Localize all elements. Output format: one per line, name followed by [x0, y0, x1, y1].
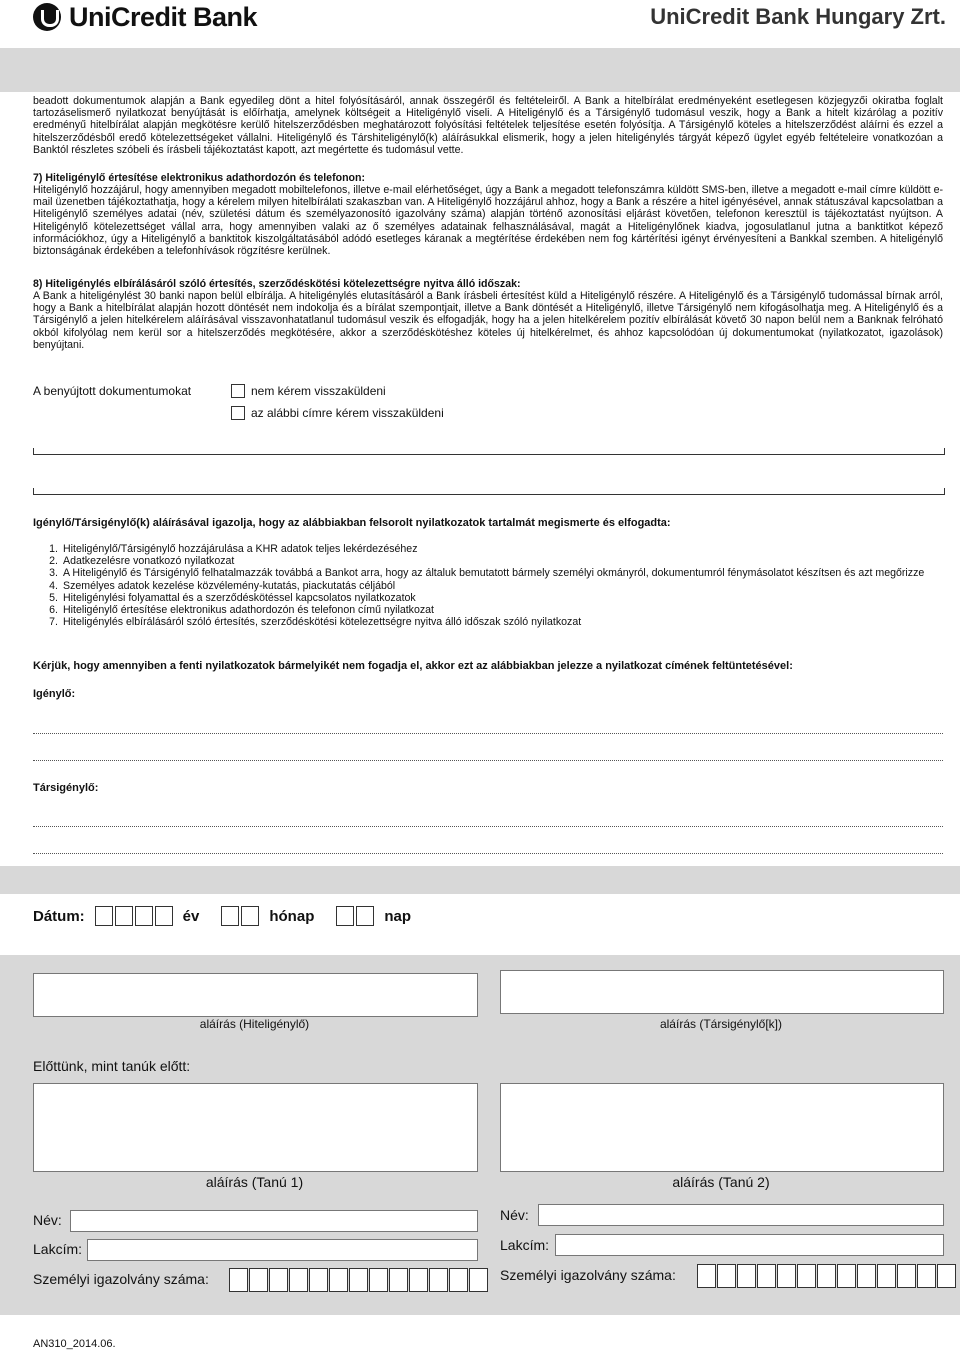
section8-body: A Bank a hiteligénylést 30 banki napon belül elbírálja. A hiteligénylés elutasításáról a Bank írásbeli értesítést küld a Hiteligénylő részére. A Hiteligénylő és a Társigénylő tudomással bírnak arról, hogy a Bank a hitelbírálat alapján hozott döntését nem indokolja és a bírálat szempontjait, illetve a Bank döntését a Hiteligénylő, illetve Társigénylő nem kifogásolhatja meg. A Hiteligénylő és a Társigénylő a jelen hitelkérelem aláírásával visszavonhatatlanul tudomásul veszik és elfogadják, hogy ha a jelen hitelkérelem pozitív elbírálását követő 30 napon belül nem a Banknak felróható okból kifolyólag nem kerül sor a hitelszerződés megkötésére, akkor a szerződéskötéshez köteles új hitelkérelmet, és ahhoz kapcsolódóan új dokumentumokat (nyilatkozatot, igazolások) benyújtani.: [33, 290, 943, 351]
witness2-name-field[interactable]: [538, 1204, 944, 1226]
witness1-id-boxes[interactable]: [229, 1268, 489, 1292]
year-label: év: [182, 907, 200, 925]
address-line-1[interactable]: [33, 448, 945, 455]
witness1-signature-box[interactable]: [33, 1083, 478, 1172]
witness2-name-label: Név:: [500, 1207, 529, 1223]
witness-intro: Előttünk, mint tanúk előtt:: [33, 1058, 191, 1074]
company-name: UniCredit Bank Hungary Zrt.: [650, 4, 946, 29]
return-address-label: az alábbi címre kérem visszaküldeni: [251, 406, 444, 420]
witness1-id-label: Személyi igazolvány száma:: [33, 1271, 209, 1287]
month-label: hónap: [269, 907, 315, 925]
declaration-intro: Igénylő/Társigénylő(k) aláírásával igazolja, hogy az alábbiakban felsorolt nyilatkozatok tartalmát megismerte és elfogadta:: [33, 517, 671, 529]
middle-gray-band: [0, 866, 960, 894]
no-return-checkbox[interactable]: [231, 384, 245, 398]
witness1-address-field[interactable]: [87, 1239, 478, 1261]
list-item: 5. Hiteligénylési folyamattal és a szerződéskötéssel kapcsolatos nyilatkozatok: [49, 591, 416, 604]
applicant-signature-box[interactable]: [33, 973, 478, 1017]
date-label: Dátum:: [33, 907, 85, 925]
footer-code: AN310_2014.06.: [33, 1338, 116, 1350]
witness2-id-boxes[interactable]: [697, 1264, 957, 1288]
witness1-address-label: Lakcím:: [33, 1241, 83, 1257]
witness2-id-label: Személyi igazolvány száma:: [500, 1267, 676, 1283]
applicant-signature-label: aláírás (Hiteligénylő): [199, 1017, 310, 1031]
month-boxes[interactable]: [221, 906, 261, 926]
applicant-line-1[interactable]: [33, 733, 943, 734]
request-note: Kérjük, hogy amennyiben a fenti nyilatkozatok bármelyikét nem fogadja el, akkor ezt az alábbiakban jelezze a nyilatkozat címének feltüntetésével:: [33, 660, 793, 672]
witness2-address-label: Lakcím:: [500, 1237, 550, 1253]
list-item: 7. Hiteligénylés elbírálásáról szóló értesítés, szerződéskötési kötelezettségre nyitva álló időszak szóló nyilatkozat: [49, 616, 582, 629]
unicredit-logo-icon: [33, 3, 61, 31]
no-return-label: nem kérem visszaküldeni: [251, 384, 386, 398]
section7-title: 7) Hiteligénylő értesítése elektronikus adathordozón és telefonon:: [33, 172, 366, 184]
witness1-signature-label: aláírás (Tanú 1): [205, 1174, 304, 1190]
intro-paragraph: beadott dokumentumok alapján a Bank egyedileg dönt a hitel folyósításáról, annak összegéről és feltételeiről. A Bank a hitelbírálat eredményeként esetlegesen közjegyzői okiratba foglalt tartozáselismerő nyilatkozat benyújtását is előírhatja, amelynek költségeit a Hiteligénylő viseli. A Hiteligénylő és a Társigénylő tudomásul veszik, hogy a Bank a hitelt kizárólag a pozitív eredményű hitelbírálat alapján megkötésre kerülő hitelszerződésben meghatározott folyósítási feltételek teljesítése esetén folyósítja. A Társigénylő köteles a hitelszerződést aláírni és ezzel a hitelszerződésből eredő kötelezettségeket vállalni. Hiteligénylő és Társhiteligénylő(k) aláírásukkal elismerik, hogy a jelen hiteligénylés tárgyát képező ügylet egyéb feltételeire vonatkozóan a Banktól részletes szóbeli és írásbeli tájékoztatást kapott, azt megértette és tudomásul vette.: [33, 95, 943, 156]
list-item: 6. Hiteligénylő értesítése elektronikus adathordozón és telefonon című nyilatkozat: [49, 604, 434, 617]
unicredit-logo: [33, 2, 257, 32]
coapplicant-signature-box[interactable]: [500, 970, 944, 1014]
declarations-list: [33, 543, 943, 628]
list-item: 3. A Hiteligénylő és Társigénylő felhatalmazzák továbbá a Bankot arra, hogy az általuk bemutatott bármely személyi okmányról, dokumentumról fénymásolatot készítsen és azt megőrizze: [49, 567, 925, 580]
witness2-signature-box[interactable]: [500, 1083, 944, 1172]
option-no-return[interactable]: [231, 384, 386, 398]
coapplicant-line-1[interactable]: [33, 826, 943, 827]
section7-body: Hiteligénylő hozzájárul, hogy amennyiben megadott mobiltelefonos, illetve e-mail elérhetőséget, úgy a Bank a megadott telefonszámra küldött SMS-ben, illetve a megadott e-mail címre küldött e-mail üzenetben tájékoztathatja, hogy a kérelem milyen hitelbírálati szakaszban van. A Hiteligénylő hozzájárul ahhoz, hogy a Bank a részére a hitel igényésével, annak státuszával kapcsolatban a Hiteligénylő személyes adatai (név, születési dátum és személyazonosító igazolvány száma) alapján történő azonosítási eljárást követően, telefonon keresztül is tájékoztatást nyújtson. A Hiteligénylő kötelezettséget vállal arra, hogy amennyiben valaki az ő személyes adatainak felhasználásával, magát a Hiteligénylőnek kiadva, jogosulatlanul jutna a banktitkot képező információkhoz, úgy a Hiteligénylő a banktitok kiszolgáltatásából adódó esetleges káranak a megtérítése érdekében nem fog kártérítési igényt érvényesíteni a Bankkal szemben. A hiteligénylő biztonságának érdekében a telefonhívások rögzítésre kerülnek.: [33, 184, 943, 258]
section8-title: 8) Hiteligénylés elbírálásáról szóló értesítés, szerződéskötési kötelezettségre nyitva álló időszak:: [33, 278, 521, 290]
coapplicant-label: Társigénylő:: [33, 782, 99, 794]
address-line-2[interactable]: [33, 488, 945, 495]
witness1-name-field[interactable]: [70, 1210, 478, 1232]
logo-text: UniCredit Bank: [69, 1, 258, 32]
documents-return-label: A benyújtott dokumentumokat: [33, 384, 192, 398]
year-boxes[interactable]: [95, 906, 175, 926]
coapplicant-line-2[interactable]: [33, 853, 943, 854]
list-item: 2. Adatkezelésre vonatkozó nyilatkozat: [49, 555, 235, 568]
day-boxes[interactable]: [336, 906, 376, 926]
witness2-address-field[interactable]: [555, 1234, 944, 1256]
applicant-label: Igénylő:: [33, 688, 76, 700]
option-return-address[interactable]: [231, 406, 444, 420]
witness2-signature-label: aláírás (Tanú 2): [672, 1174, 770, 1190]
list-item: 4. Személyes adatok kezelése közvélemény-kutatás, piackutatás céljából: [49, 579, 396, 592]
coapplicant-signature-label: aláírás (Társigénylő[k]): [659, 1017, 783, 1031]
applicant-line-2[interactable]: [33, 760, 943, 761]
return-address-checkbox[interactable]: [231, 406, 245, 420]
list-item: 1. Hiteligénylő/Társigénylő hozzájárulása a KHR adatok teljes lekérdezéséhez: [49, 543, 418, 555]
day-label: nap: [384, 907, 412, 925]
top-gray-band: [0, 48, 960, 92]
date-row: [33, 906, 411, 926]
witness1-name-label: Név:: [33, 1212, 62, 1228]
